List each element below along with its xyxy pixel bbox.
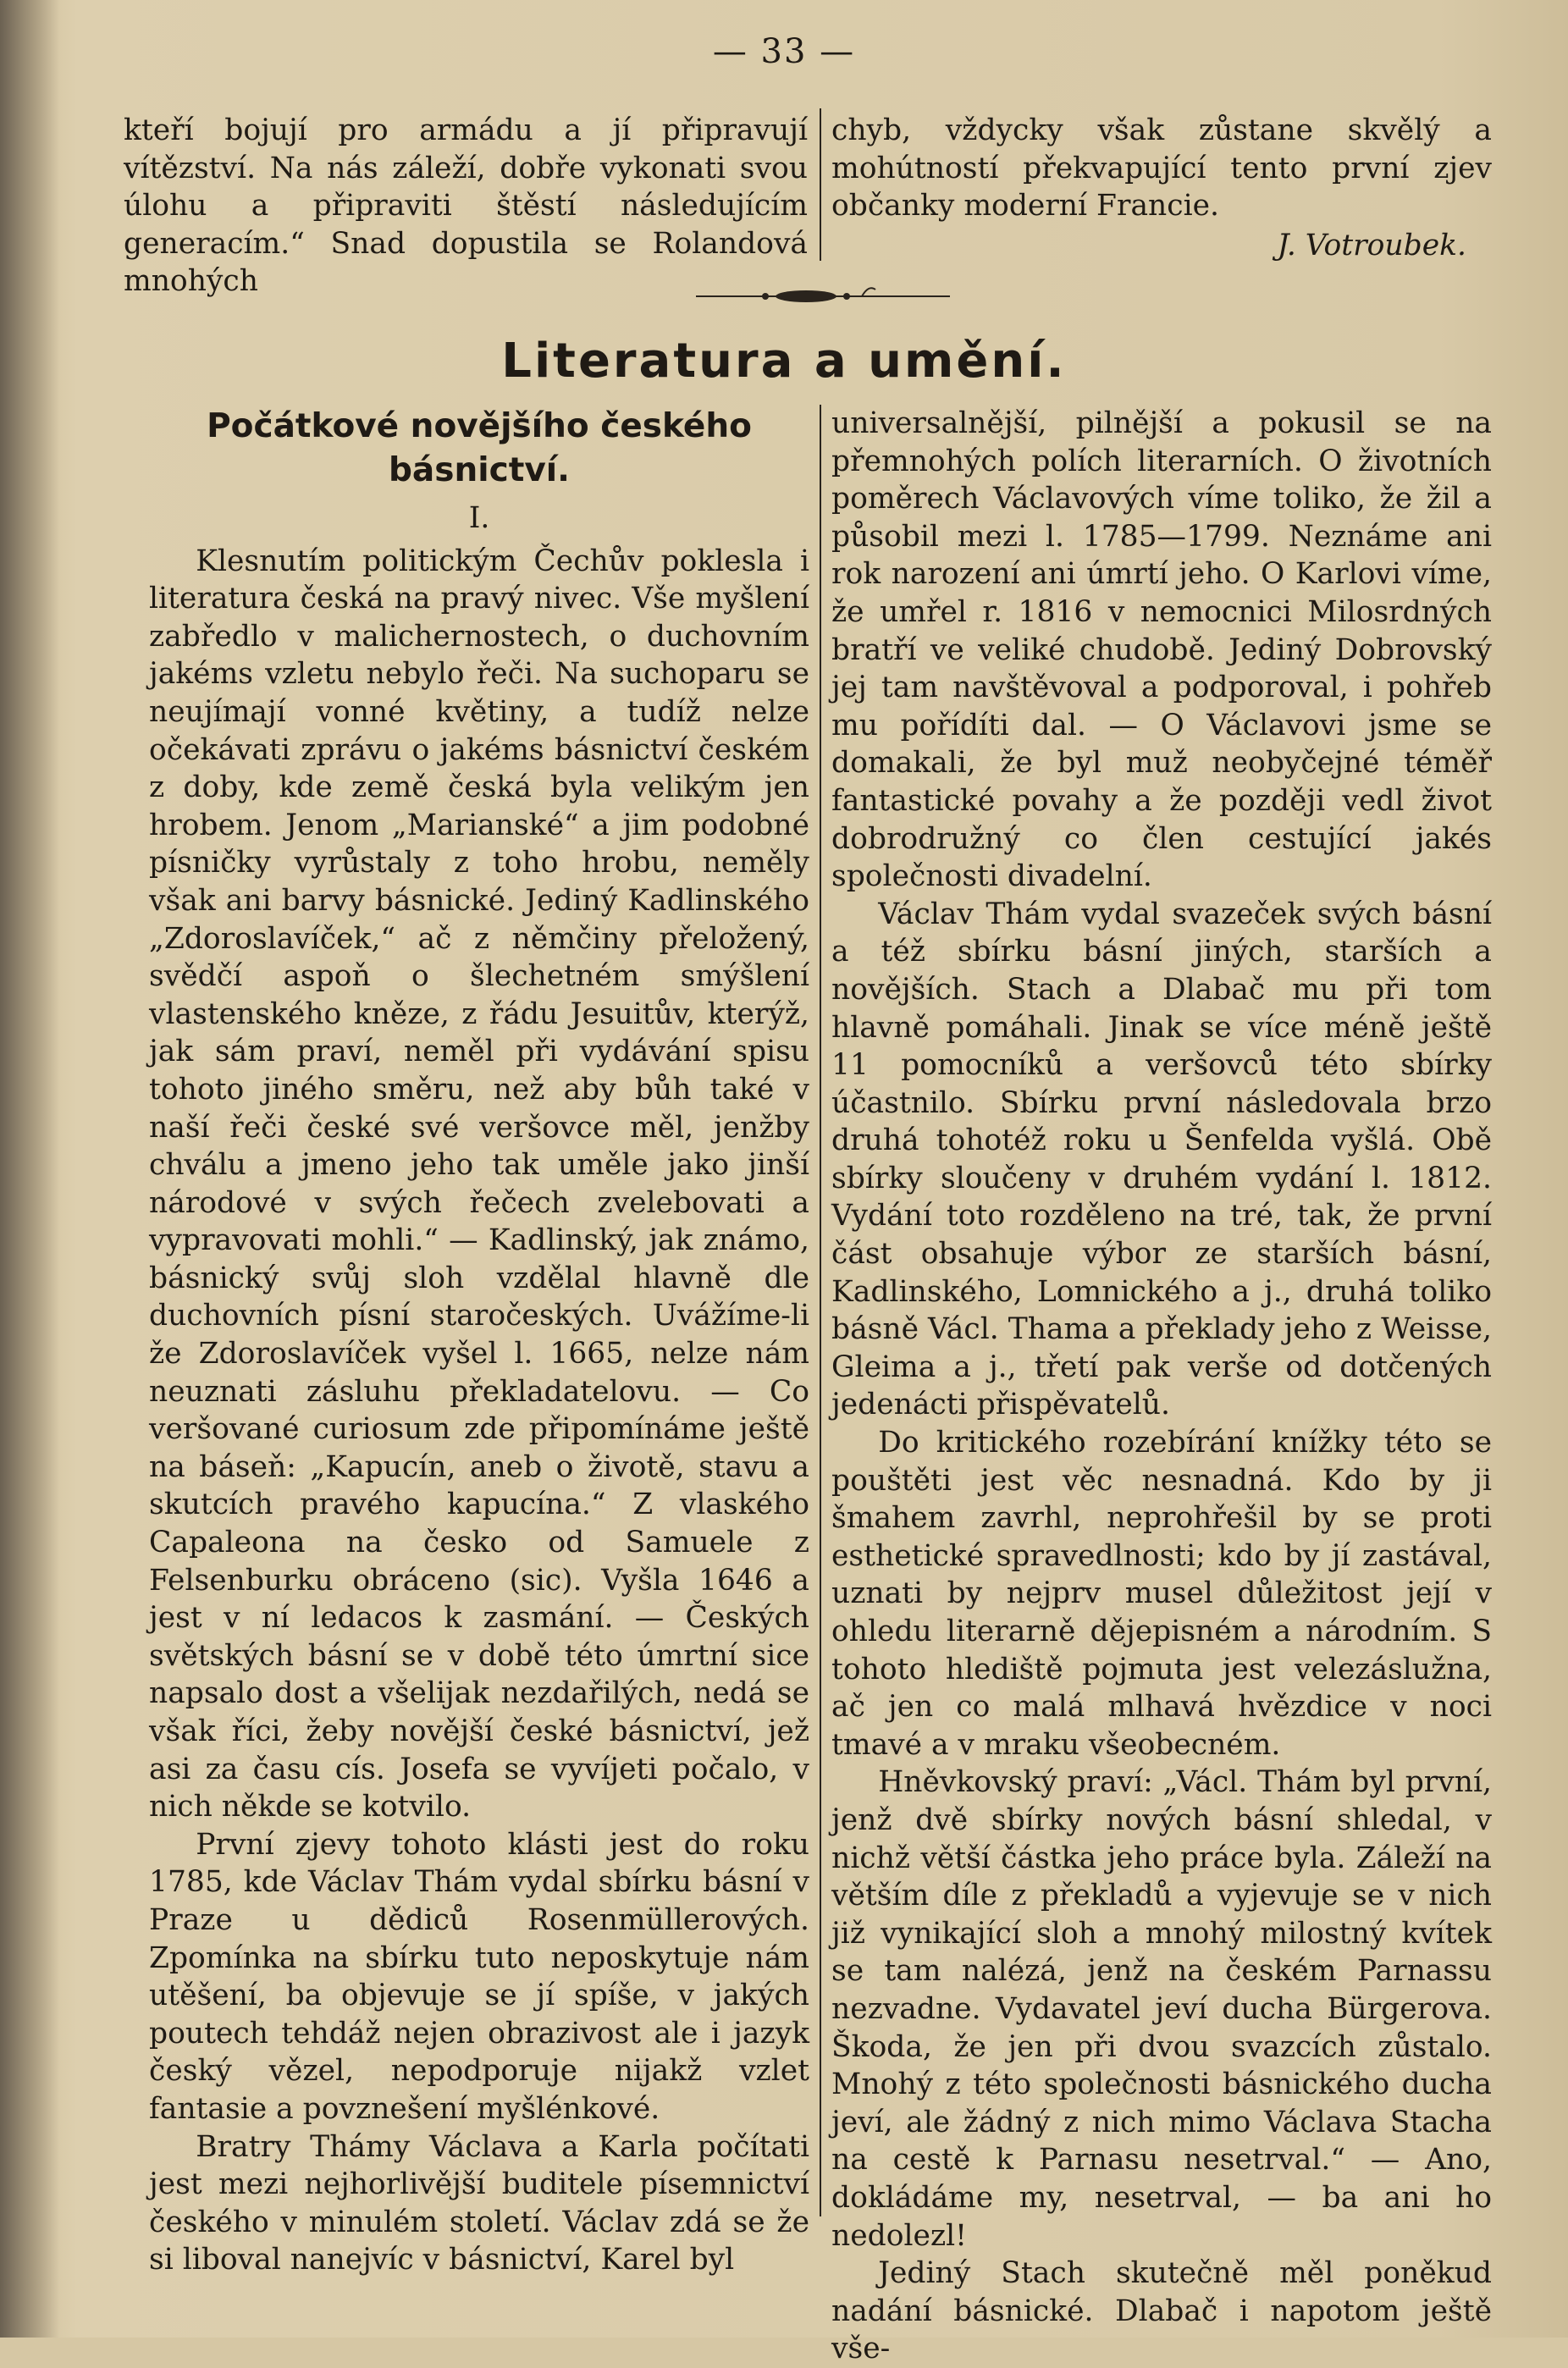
continued-article-right-column <box>831 112 1492 264</box>
article-paragraph: Hněvkovský praví: „Václ. Thám byl první, jenž dvě sbírky nových básní shledal, v nichž větší částka jeho práce byla. Záleží na větším díle z překladů a vyjevuje se v nich již vynikající sloh a mnohý milostný kvítek se tam nalézá, jenž na českém Parnassu nezvadne. Vydavatel jeví ducha Bürgerova. Škoda, že jen při dvou svazcích zůstalo. Mnohý z této společnosti básnického ducha jeví, ale žádný z nich mimo Václava Stacha na cestě k Parnasu nesetrval.“ — Ano, dokládáme my, nesetrval, — ba ani ho nedolezl! <box>831 1765 1492 2253</box>
continued-paragraph-right: chyb, vždycky však zůstane skvělý a mohútností překvapující tento první zjev občanky moderní Francie. <box>831 113 1492 224</box>
divider-ornament-icon <box>696 279 950 310</box>
article-paragraph: Jediný Stach skutečně měl poněkud nadání básnické. Dlabač i napotom ještě vše- <box>831 2256 1492 2366</box>
article-paragraph: Do kritického rozebírání knížky této se pouštěti jest věc nesnadná. Kdo by ji šmahem zavrhl, neprohřešil by se proti esthetické spravedlnosti; kdo by jí zastával, uznati by nejprv musel důležitost její v ohledu literarně dějepisném a národním. S tohoto hlediště pojmuta jest velezáslužna, ač jen co malá mlhavá hvězdice v noci tmavé a v mraku všeobecném. <box>831 1426 1492 1762</box>
article-part-number: I. <box>468 501 490 535</box>
continued-article-left-column <box>124 112 808 301</box>
article-paragraph: universalnější, pilnější a pokusil se na přemnohých polích literarních. O životních poměrech Václavových víme toliko, že žil a působil mezi l. 1785—1799. Neznáme ani rok narození ani úmrtí jeho. O Karlovi víme, že umřel r. 1816 v nemocnici Milosrdných bratří ve veliké chudobě. Jediný Dobrovský jej tam navštěvoval a podporoval, i pohřeb mu pořídíti dal. — O Václavovi jsme se domakali, že byl muž neobyčejné téměř fantastické povahy a že později vedl život dobrodružný co člen cestující jakés společnosti divadelní. <box>831 406 1492 894</box>
article-paragraph: Václav Thám vydal svazeček svých básní a též sbírku básní jiných, starších a novějších. Stach a Dlabač mu při tom hlavně pomáhali. Jinak se více méně ještě 11 pomocníků a veršovců této sbírky účastnilo. Sbírku první následovala brzo druhá tohotéž roku u Šenfelda vyšlá. Obě sbírky sloučeny v druhém vydání l. 1812. Vydání toto rozděleno na tré, tak, že první část obsahuje výbor ze starších básní, Kadlinského, Lomnického a j., druhá toliko básně Václ. Thama a překlady jeho z Weisse, Gleima a j., třetí pak verše od dotčených jedenácti přispěvatelů. <box>831 897 1492 1422</box>
continued-paragraph-left: kteří bojují pro armádu a jí připravují vítězství. Na nás záleží, dobře vykonati svou úlohu a připraviti štěstí následujícím generacím.“ Snad dopustila se Rolandová mnohých <box>124 113 808 299</box>
column-divider <box>820 405 821 2216</box>
author-signature: J. Votroubek. <box>1277 228 1466 262</box>
article-left-column <box>149 405 809 2279</box>
page-number: — 33 — <box>712 32 856 71</box>
article-right-column <box>831 405 1492 2368</box>
article-paragraph: Klesnutím politickým Čechův poklesla i literatura česká na pravý nivec. Vše myšlení zabředlo v malichernostech, o duchovním jakéms vzletu nebylo řeči. Na suchoparu se neujímají vonné květiny, a tudíž nelze očekávati zprávu o jakéms básnictví českém z doby, kde země česká byla velikým jen hrobem. Jenom „Marianské“ a jim podobné písničky vyrůstaly z toho hrobu, neměly však ani barvy básnické. Jediný Kadlinského „Zdoroslavíček,“ ač z němčiny přeložený, svědčí aspoň o šlechetném smýšlení vlastenského kněze, z řádu Jesuitův, kterýž, jak sám praví, neměl při vydávání spisu tohoto jiného směru, než aby bůh také v naší řeči české své veršovce měl, jenžby chválu a jmeno jeho tak uměle jako jinší národové v svých řečech zvelebovati a vypravovati mohli.“ — Kadlinský, jak známo, básnický svůj sloh vzdělal hlavně dle duchovních písní staročeských. Uvážíme-li že Zdoroslavíček vyšel l. 1665, nelze nám neuznati zásluhu překladatelovu. — Co veršované curiosum zde připomínáme ještě na báseň: „Kapucín, aneb o životě, stavu a skutcích pravého kapucína.“ Z vlaského Capaleona na česko od Samuele z Felsenburku obráceno (sic). Vyšla 1646 a jest v ní ledacos k zasmání. — Českých světských básní se v době této úmrtní sice napsalo dost a všelijak nezdařilých, nedá se však říci, žeby novější české básnictví, jež asi za času cís. Josefa se vyvíjeti počalo, v nich někde se kotvilo. <box>149 544 809 1824</box>
column-divider-top <box>820 108 821 261</box>
article-title: Počátkové novějšího českého básnictví. <box>207 407 752 489</box>
article-paragraph: První zjevy tohoto klásti jest do roku 1785, kde Václav Thám vydal sbírku básní v Praze u dědiců Rosenmüllerových. Zpomínka na sbírku tuto neposkytuje nám utěšení, ba objevuje se jí spíše, v jakých poutech tehdáž nejen obrazivost ale i jazyk český vězel, nepodporuje nijakž vzlet fantasie a povznešení myšlénkové. <box>149 1827 809 2126</box>
section-title: Literatura a umění. <box>501 334 1067 389</box>
article-paragraph: Bratry Thámy Václava a Karla počítati jest mezi nejhorlivější buditele písemnictví českého v minulém století. Václav zdá se že si liboval nanejvíc v básnictví, Karel byl <box>149 2129 809 2277</box>
